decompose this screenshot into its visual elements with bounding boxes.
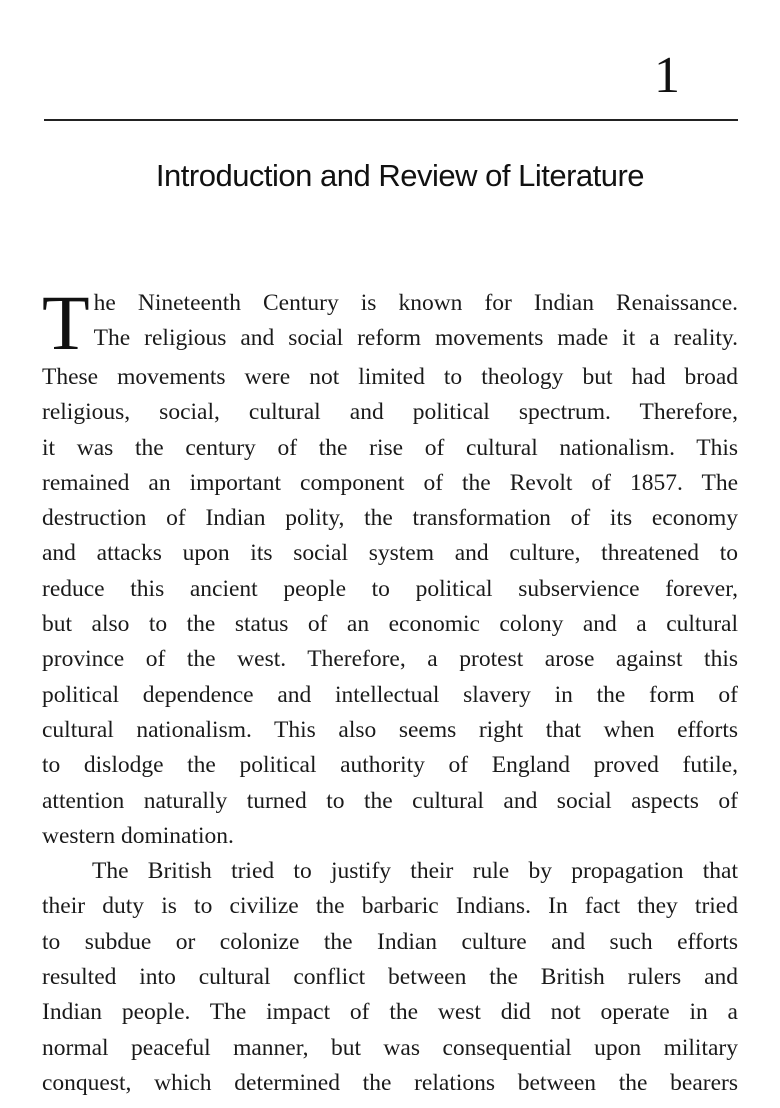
text-line: religious, social, cultural and political spectrum. Therefore, [42, 399, 738, 426]
paragraph-1 [42, 279, 738, 854]
text-line: cultural nationalism. This also seems right that when efforts [42, 716, 738, 743]
text-line: western domination. [42, 822, 234, 849]
text-line: to subdue or colonize the Indian culture and such efforts [42, 928, 738, 955]
text-line: and attacks upon its social system and culture, threatened to [42, 540, 738, 567]
text-line: The religious and social reform movements made it a reality. [93, 325, 738, 352]
text-line: to dislodge the political authority of England proved futile, [42, 752, 738, 779]
text-line: he Nineteenth Century is known for Indian Renaissance. [93, 290, 738, 316]
drop-cap: T [42, 279, 90, 366]
text-line: attention naturally turned to the cultural and social aspects of [42, 787, 738, 814]
text-line: province of the west. Therefore, a protest arose against this [42, 646, 738, 673]
text-line: resulted into cultural conflict between the British rulers and [42, 964, 738, 991]
text-line: political dependence and intellectual slavery in the form of [42, 681, 738, 708]
text-line: The British tried to justify their rule by propagation that [92, 858, 738, 885]
text-line: reduce this ancient people to political subservience forever, [42, 575, 738, 602]
text-line: destruction of Indian polity, the transformation of its economy [42, 505, 738, 532]
paragraph-2 [42, 854, 738, 1101]
text-line: it was the century of the rise of cultural nationalism. This [42, 434, 738, 461]
text-line: but also to the status of an economic colony and a cultural [42, 611, 738, 638]
text-line: their duty is to civilize the barbaric Indians. In fact they tried [42, 893, 738, 920]
text-line: normal peaceful manner, but was consequential upon military [42, 1034, 738, 1061]
chapter-divider [44, 119, 738, 121]
body-text [42, 279, 738, 1101]
text-line: remained an important component of the Revolt of 1857. The [42, 469, 738, 496]
text-line: These movements were not limited to theology but had broad [42, 364, 738, 390]
text-line: Indian people. The impact of the west did not operate in a [42, 999, 738, 1026]
text-line: conquest, which determined the relations between the bearers [42, 1069, 738, 1096]
chapter-number: 1 [654, 47, 680, 104]
chapter-title: Introduction and Review of Literature [155, 158, 645, 193]
